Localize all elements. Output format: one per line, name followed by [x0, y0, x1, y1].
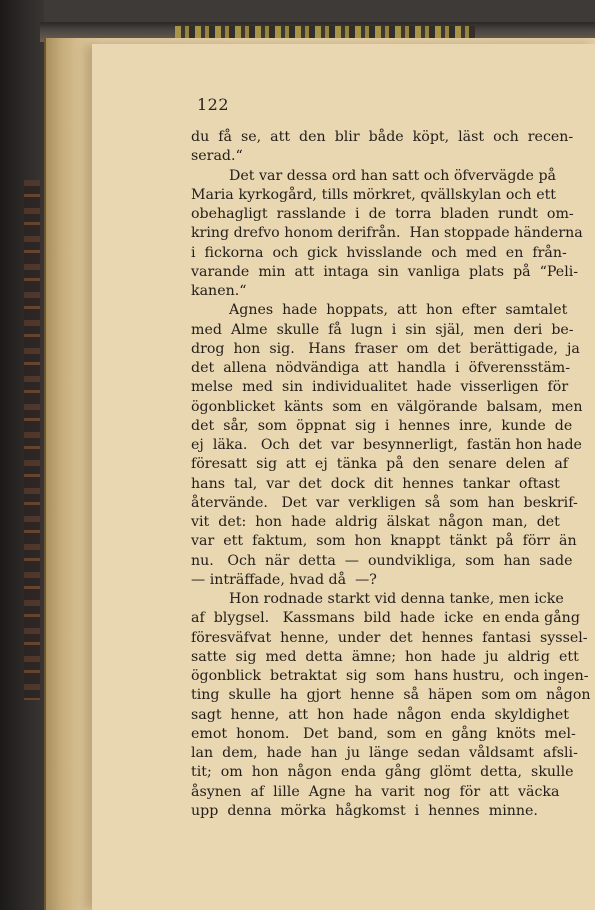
text-line: — inträffade, hvad då —?	[191, 571, 377, 588]
text-line: du få se, att den blir både köpt, läst och recen-	[191, 129, 574, 145]
text-line: det sår, som öppnat sig i hennes inre, kunde de	[191, 417, 573, 434]
text-line: varande min att intaga sin vanliga plats på “Peli-	[191, 263, 579, 280]
worn-binding-edge	[24, 180, 40, 700]
text-line: melse med sin individualitet hade visserligen för	[191, 379, 569, 396]
text-line: nu. Och när detta — oundvikliga, som han sade	[191, 552, 573, 569]
text-line: i fickorna och gick hvisslande och med en från-	[191, 244, 567, 261]
text-line: med Alme skulle få lugn i sin själ, men deri be-	[191, 321, 574, 338]
page-number: 122	[197, 95, 230, 114]
text-line: obehagligt rasslande i de torra bladen rundt om-	[191, 206, 574, 222]
text-line: drog hon sig. Hans fraser om det berättigade, ja	[191, 340, 580, 357]
text-line: hans tal, var det dock dit hennes tankar oftast	[191, 475, 560, 492]
text-line: det allena nödvändiga att handla i öfverensstäm-	[191, 360, 571, 376]
text-line: satte sig med detta ämne; hon hade ju aldrig ett	[191, 648, 579, 665]
body-text	[191, 128, 591, 821]
text-line: ögonblicket känts som en välgörande balsam, men	[191, 398, 583, 415]
text-line: vit det: hon hade aldrig älskat någon man, det	[191, 514, 560, 530]
text-line: tit; om hon någon enda gång glömt detta, skulle	[191, 764, 574, 781]
text-line: sagt henne, att hon hade någon enda skyldighet	[191, 706, 569, 723]
text-line: kanen.“	[191, 283, 247, 299]
text-line: återvände. Det var verkligen så som han beskrif-	[191, 494, 578, 511]
text-line: Det var dessa ord han satt och öfvervägde på	[229, 167, 556, 184]
text-line: åsynen af lille Agne ha varit nog för att väcka	[191, 783, 560, 800]
text-line: serad.“	[191, 148, 243, 165]
text-line: Maria kyrkogård, tills mörkret, qvällskylan och ett	[191, 186, 556, 203]
text-line: var ett faktum, som hon knappt tänkt på förr än	[191, 533, 577, 550]
text-line: ej läka. Och det var besynnerligt, fastän hon hade	[191, 437, 582, 453]
text-line: Agnes hade hoppats, att hon efter samtalet	[229, 302, 568, 319]
text-line: upp denna mörka hågkomst i hennes minne.	[191, 802, 538, 819]
text-line: Hon rodnade starkt vid denna tanke, men icke	[229, 591, 564, 607]
text-line: lan dem, hade han ju länge sedan våldsamt afsli-	[191, 745, 578, 761]
text-line: emot honom. Det band, som en gång knöts mel-	[191, 725, 576, 742]
text-line: föresatt sig att ej tänka på den senare delen af	[191, 456, 569, 473]
text-line: kring drefvo honom derifrån. Han stoppade händerna	[191, 225, 583, 242]
text-line: ögonblick betraktat sig som hans hustru, och ingen-	[191, 668, 589, 684]
text-line: af blygsel. Kassmans bild hade icke en enda gång	[191, 610, 580, 627]
binding-ornament	[175, 26, 475, 38]
text-line: ting skulle ha gjort henne så häpen som om någon	[191, 687, 591, 704]
text-line: föresväfvat henne, under det hennes fantasi syssel-	[191, 629, 588, 646]
